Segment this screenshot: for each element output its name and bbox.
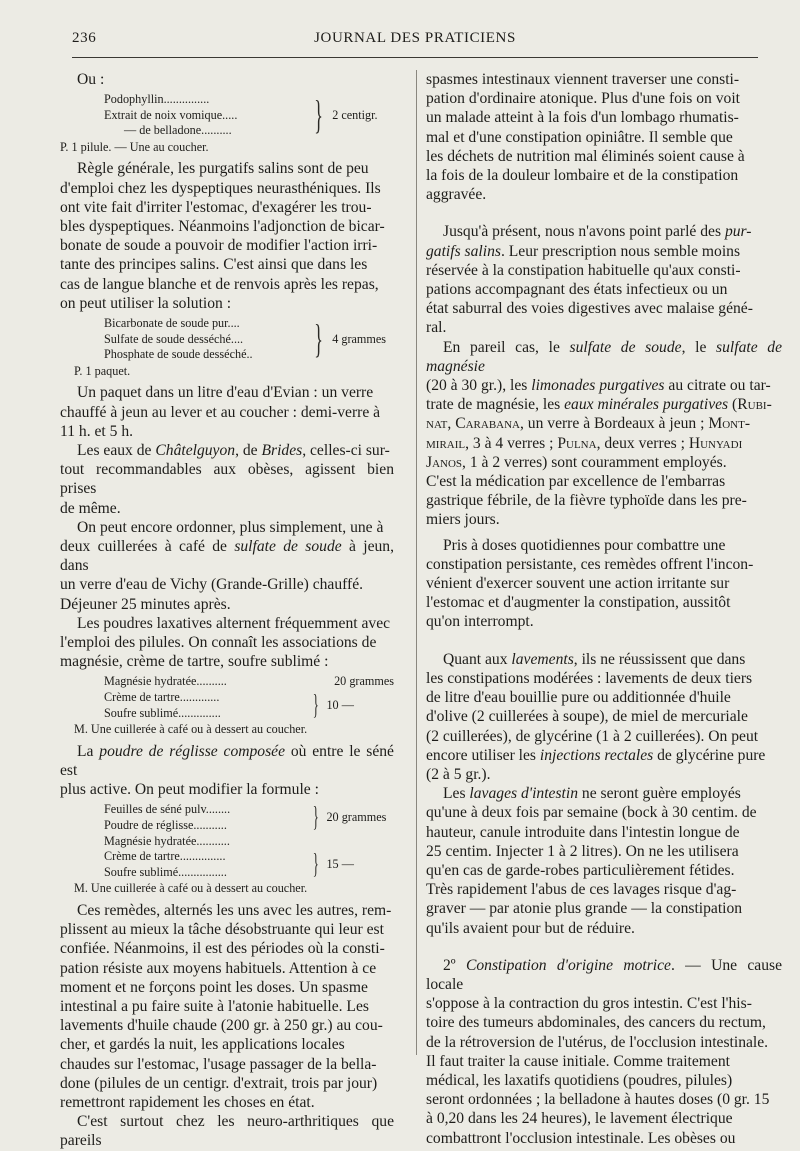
rx-note: P. 1 paquet. bbox=[74, 363, 131, 378]
running-title: JOURNAL DES PRATICIENS bbox=[314, 30, 516, 46]
paragraph: 2º Constipation d'origine motrice. — Une cause locale s'oppose à la contraction du gros intestin. C'est l'his- toire des tumeurs abdominales, des cancers du rectum, de la rétroversion de l'utérus, de l'occlusion intestinale. Il faut traiter la cause initiale. Comme traitement médical, les laxatifs quotidiens (poudres, pilules) seront ordonnées ; la belladone à hautes doses (0 gr. 15 à 0,20 dans les 24 heures), le lavement électrique combattront l'occlusion intestinale. Les obèses ou bbox=[426, 956, 782, 1147]
rx-item: Feuilles de séné pulv........ bbox=[104, 802, 231, 817]
brace: } bbox=[314, 92, 323, 138]
rx-dose: 2 centigr. bbox=[332, 107, 378, 122]
rx-note: M. Une cuillerée à café ou à dessert au coucher. bbox=[74, 722, 308, 737]
paragraph: En pareil cas, le sulfate de soude, le sulfate de magnésie (20 à 30 gr.), les limonades purgatives au citrate ou tar- trate de magnésie, les eaux minérales purgatives (Rubi- nat, Carabana, un verre à Bordeaux à jeun ; Mont- mirail, 3 à 4 verres ; Pulna, deux verres ; Hunyadi Janos, 1 à 2 verres) sont couramment employés. C'est la médication par excellence de l'embarras gastrique fébrile, de la fièvre typhoïde dans les pre- miers jours. bbox=[426, 338, 783, 529]
running-header bbox=[72, 30, 758, 52]
rx-item: Soufre sublimé................ bbox=[104, 864, 227, 879]
spacer bbox=[426, 632, 782, 650]
paragraph: Les poudres laxatives alternent fréquemment avec l'emploi des pilules. On connaît les associations de magnésie, crème de tartre, soufre sublimé : bbox=[60, 614, 391, 671]
left-column bbox=[60, 70, 394, 1151]
rx-item: Crème de tartre............. bbox=[104, 690, 220, 705]
rx-item: Bicarbonate de soude pur.... bbox=[104, 316, 240, 330]
rx-item: Sulfate de soude desséché.... bbox=[104, 331, 244, 346]
paragraph: Les lavages d'intestin ne seront guère employés qu'une à deux fois par semaine (bock à 30 centim. de hauteur, canule introduite dans l'intestin longue de 25 centim. Injecter 1 à 2 litres). On ne les utilisera qu'en cas de garde-robes particulièrement fétides. Très rapidement l'abus de ces lavages risque d'ag- graver — par atonie plus grande — la constipation qu'ils avaient pour but de réduire. bbox=[426, 785, 757, 937]
brace: } bbox=[312, 848, 319, 880]
paragraph: Ces remèdes, alternés les uns avec les autres, rem- plissent au mieux la tâche désobstruante qui leur est confiée. Néanmoins, il est des périodes où la consti- pation résiste aux moyens habituels. Attention à ce moment et ne forçons point les doses. Un spasme intestinal a pu faire suite à l'atonie habituelle. Les lavements d'huile chaude (200 gr. à 250 gr.) au cou- cher, et gardés la nuit, les applications locales chaudes sur l'estomac, l'usage passager de la bella- done (pilules de un centigr. d'extrait, trois par jour) remettront rapidement les choses en état. bbox=[60, 901, 392, 1111]
rx-dose: 4 grammes bbox=[332, 331, 387, 346]
ou-heading: Ou : bbox=[77, 71, 105, 88]
brace: } bbox=[312, 689, 319, 721]
paragraph: Règle générale, les purgatifs salins sont de peu d'emploi chez les dyspeptiques neurasthéniques. Ils ont vite fait d'irriter l'estomac, d'exagérer les trou- bles dyspeptiques. Néanmoins l'adjonction de bicar- bonate de soude a pouvoir de modifier l'action irri- tante des principes salins. C'est ainsi que dans les cas de langue blanche et de renvois après les repas, on peut utiliser la solution : bbox=[60, 160, 385, 312]
rx-item: Extrait de noix vomique..... bbox=[104, 107, 238, 122]
prescription-powder bbox=[60, 316, 394, 379]
rx-item: Magnésie hydratée........... bbox=[104, 833, 230, 848]
rx-note: P. 1 pilule. — Une au coucher. bbox=[60, 139, 209, 154]
brace: } bbox=[312, 802, 319, 833]
prescription-pills bbox=[60, 92, 394, 155]
rx-dose: 15 — bbox=[326, 856, 354, 871]
rx-item: Crème de tartre............... bbox=[104, 849, 226, 864]
page-number: 236 bbox=[72, 30, 97, 46]
paragraph: Quant aux lavements, ils ne réussissent que dans les constipations modérées : lavements de deux tiers de litre d'eau bouillie pure ou additionnée d'huile d'olive (2 cuillerées à soupe), de miel de mercuriale (2 cuillerées), de glycérine (1 à 2 cuillerées). On peut encore utiliser les injections rectales de glycérine pure (2 à 5 gr.). bbox=[426, 650, 766, 783]
spacer bbox=[426, 204, 782, 222]
rx-dose: 20 grammes bbox=[326, 810, 387, 825]
rx-item: Magnésie hydratée.......... bbox=[104, 674, 227, 689]
paragraph: Un paquet dans un litre d'eau d'Evian : un verre chauffé à jeun au lever et au coucher : demi-verre à 11 h. et 5 h. bbox=[60, 384, 381, 440]
rx-dose: 10 — bbox=[326, 697, 354, 712]
column-divider bbox=[416, 70, 417, 1055]
rx-item: Phosphate de soude desséché.. bbox=[104, 347, 253, 362]
spacer bbox=[426, 938, 782, 956]
paragraph: Jusqu'à présent, nous n'avons point parlé des pur- gatifs salins. Leur prescription nous semble moins réservée à la constipation habituelle qu'aux consti- pations accompagnant des états infectieux ou un état saburral des voies digestives avec malaise géné- ral. bbox=[426, 223, 753, 337]
prescription-licorice-powder bbox=[60, 802, 394, 897]
rx-item: Poudre de réglisse........... bbox=[104, 818, 227, 832]
rx-item: Soufre sublimé.............. bbox=[104, 705, 221, 720]
paragraph: Les eaux de Châtelguyon, de Brides, celles-ci sur- tout recommandables aux obèses, agissent bien prises de même. bbox=[60, 441, 394, 517]
rx-note: M. Une cuillerée à café ou à dessert au coucher. bbox=[74, 881, 308, 896]
rx-item: Podophyllin............... bbox=[104, 92, 210, 106]
right-column bbox=[426, 70, 782, 1148]
paragraph: Pris à doses quotidiennes pour combattre une constipation persistante, ces remèdes offrent l'incon- vénient d'exercer souvent une action irritante sur l'estomac et d'augmenter la constipation, aussitôt qu'on interrompt. bbox=[426, 536, 754, 631]
paragraph: La poudre de réglisse composée où entre le séné est plus active. On peut modifier la formule : bbox=[60, 742, 394, 799]
header-rule bbox=[72, 57, 758, 58]
prescription-laxative-powder bbox=[60, 674, 394, 737]
rx-dose: 20 grammes bbox=[334, 674, 394, 689]
paragraph: C'est surtout chez les neuro-arthritiques que pareils bbox=[60, 1113, 394, 1150]
paragraph: spasmes intestinaux viennent traverser une consti- pation d'ordinaire atonique. Plus d'une fois on voit un malade atteint à la fois d'un lombago rhumatis- mal et d'une constipation opiniâtre. Il semble que les déchets de nutrition mal éliminés soient cause à la fois de la douleur lombaire et de la constipation aggravée. bbox=[426, 71, 745, 204]
paragraph: On peut encore ordonner, plus simplement, une à deux cuillerées à café de sulfate de soude à jeun, dans un verre d'eau de Vichy (Grande-Grille) chauffé. Déjeuner 25 minutes après. bbox=[60, 518, 395, 613]
brace: } bbox=[314, 316, 323, 362]
rx-item: — de belladone.......... bbox=[124, 123, 232, 138]
